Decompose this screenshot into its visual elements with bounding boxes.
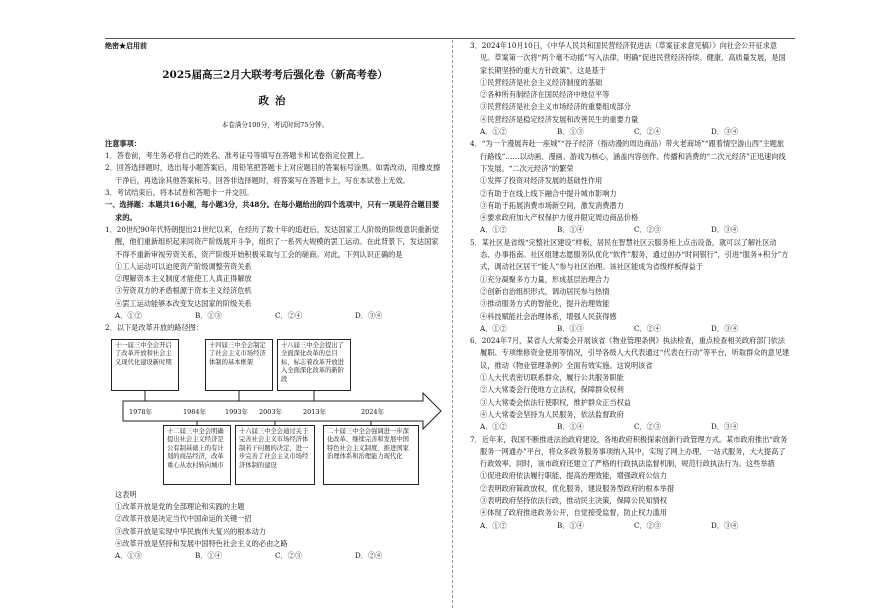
confidential-mark: 绝密★启用前 bbox=[105, 41, 147, 50]
q3-options bbox=[470, 126, 790, 138]
right-column bbox=[470, 40, 790, 532]
q1-choice: ④罢工运动能够本改变发达国家的阶级关系 bbox=[115, 298, 252, 308]
q4-options bbox=[470, 224, 790, 236]
option-b: B．①④ bbox=[557, 422, 584, 432]
q1-options bbox=[105, 310, 445, 322]
q6-choice: ④人大常委会坚持为人民服务，依法监督政府 bbox=[480, 409, 624, 419]
q3-choice: ②各种所有制经济在国民经济中地位平等 bbox=[480, 90, 610, 100]
option-d: D．③④ bbox=[711, 225, 739, 235]
q3-choice: ④民营经济是稳定经济发展和改善民生的重要力量 bbox=[480, 114, 639, 124]
note-item: 2．回答选择题时，选出每小题答案后，用铅笔把答题卡上对应题目的答案标号涂黑。如需改动，用橡皮擦干净后，再选涂其他答案标号。回答非选择题时，将答案写在答题卡上，写在本试卷上无效。 bbox=[105, 163, 441, 185]
q4-choice: ①发挥了投资对经济发展的基础性作用 bbox=[480, 176, 603, 186]
option-c: C．②③ bbox=[634, 225, 662, 235]
q7-options bbox=[470, 520, 790, 532]
q1-choice: ③劳资双方的矛盾根源于资本主义经济危机 bbox=[115, 286, 252, 296]
option-a: A．①② bbox=[480, 225, 507, 235]
timeline-box: 二十届三中全会强调进一步深化改革、继续完善和发展中国特色社会主义制度、推进国家治理体系和治理能力现代化 bbox=[323, 425, 419, 485]
timeline-box: 十一届三中全会开启了改革开放和社会主义现代化建设新时期 bbox=[111, 339, 179, 391]
q2-choice: ③改革开放是实现中华民族伟大复兴的根本动力 bbox=[115, 526, 266, 536]
option-b: B．①④ bbox=[557, 520, 584, 530]
q7-choice: ①促进政府依法履行职能，提高治理效能，增强政府公信力 bbox=[480, 471, 667, 481]
q2-stem: 2．以下是改革开放的路径图： bbox=[105, 323, 204, 333]
notes-heading: 注意事项： bbox=[105, 138, 141, 148]
option-d: D．②④ bbox=[355, 551, 383, 561]
q1-choice: ①工人运动可以迫使资产阶级调整劳资关系 bbox=[115, 261, 252, 271]
left-column bbox=[105, 40, 445, 562]
timeline-box: 十四届三中全会制定了社会主义市场经济体制的基本框架 bbox=[205, 339, 273, 391]
q4-choice: ②有助于在线上线下融合中提升城市影响力 bbox=[480, 188, 617, 198]
option-a: A．①② bbox=[480, 520, 507, 530]
reform-timeline bbox=[105, 337, 445, 487]
q2-options bbox=[105, 550, 445, 562]
year-label: 1993年 bbox=[225, 407, 249, 416]
year-label: 2024年 bbox=[361, 407, 385, 416]
option-b: B．①④ bbox=[195, 551, 222, 561]
q6-choice: ②人大常委会行使地方立法权，保障群众权利 bbox=[480, 385, 624, 395]
q5-choice: ①充分凝聚多方力量，形成基层治理合力 bbox=[480, 274, 610, 284]
option-a: A．①② bbox=[115, 311, 142, 321]
option-b: B．①③ bbox=[557, 127, 584, 137]
q7-choice: ②表明政府简政放权，优化服务，建设服务型政府的根本举措 bbox=[480, 483, 675, 493]
q7-choice: ③表明政府坚持依法行政，推动民主决策，保障公民知情权 bbox=[480, 495, 667, 505]
option-d: D．③④ bbox=[711, 422, 739, 432]
q6-choice: ③人大常委会依法行使职权，维护群众正当权益 bbox=[480, 397, 631, 407]
year-label: 2003年 bbox=[259, 407, 283, 416]
option-a: A．①② bbox=[480, 127, 507, 137]
option-c: C．②④ bbox=[634, 127, 662, 137]
option-d: D．③④ bbox=[711, 323, 739, 333]
q5-choice: ③推动服务方式的智能化，提升治理效能 bbox=[480, 299, 610, 309]
q7-choice: ④体现了政府推进政务公开，自觉接受监督，防止权力滥用 bbox=[480, 508, 667, 518]
column-divider bbox=[452, 40, 453, 608]
option-b: B．①③ bbox=[195, 311, 222, 321]
option-a: A．①③ bbox=[115, 551, 142, 561]
q7-stem: 7．近年来，我国不断推进法治政府建设，各地政府积极探索创新行政管理方式。某市政府推出“政务服务一网通办”平台，将众多政务服务事项纳入其中，实现了网上办理、一站式服务，大大提高了行政效率。同时，该市政府还建立了严格的行政执法监督机制，规范行政执法行为。这些举措 bbox=[470, 434, 788, 469]
option-c: C．②④ bbox=[275, 311, 303, 321]
section-heading: 一、选择题：本题共16小题，每小题3分，共48分。在每小题给出的四个选项中，只有一项是符合题目要求的。 bbox=[105, 200, 440, 222]
option-d: D．③④ bbox=[711, 127, 739, 137]
option-d: D．③④ bbox=[711, 520, 739, 530]
option-b: B．①③ bbox=[557, 323, 584, 333]
q2-lead: 这表明 bbox=[115, 489, 137, 499]
option-c: C．②③ bbox=[634, 520, 662, 530]
top-rule bbox=[105, 38, 795, 39]
note-item: 1．答卷前，考生务必将自己的姓名、准考证号等填写在答题卡和试卷指定位置上。 bbox=[105, 151, 369, 161]
q5-options bbox=[470, 323, 790, 335]
q3-stem: 3．2024年10月10日，《中华人民共和国民营经济促进法（草案征求意见稿）》向社会公开征求意见。草案第一次将“两个毫不动摇”写入法律，明确“促进民营经济持续、健康、高质量发展，是国家长期坚持的重大方针政策”。这是基于 bbox=[470, 41, 786, 75]
option-a: A．①② bbox=[480, 422, 507, 432]
q4-choice: ④要求政府加大产权保护力度并限定周边商品价格 bbox=[480, 213, 639, 223]
year-label: 2013年 bbox=[303, 407, 327, 416]
option-c: C．②③ bbox=[634, 422, 662, 432]
option-c: C．②③ bbox=[275, 551, 303, 561]
q4-stem: 4．“为一个漫展奔赴一座城”“谷子经济（指动漫的周边商品）带火老商场”“跟着情空游山西”主题旅行路线”……以动画、漫画、游戏为核心，涵盖内容创作、传播和消费的“二次元经济”正迅速向线下发展。“二次元经济”的繁荣 bbox=[470, 139, 786, 173]
q5-stem: 5．某社区是省级“完整社区建设”样板，居民在智慧社区云服务柜上点击设备，就可以了解社区动态、办事指南。社区组建志愿服务队优化“软件”服务，通过创办“时间银行”，引进“服务+积分”方式，调动社区居干“能人”参与社区治理。该社区能成为省级样板得益于 bbox=[470, 237, 789, 272]
q5-choice: ④科技赋能社会治理体系，增强人民获得感 bbox=[480, 311, 617, 321]
subject-title: 政治 bbox=[258, 94, 292, 107]
q2-choice: ②改革开放是决定当代中国命运的关键一招 bbox=[115, 514, 252, 524]
q3-choice: ③民营经济是社会主义市场经济的重要组成部分 bbox=[480, 102, 631, 112]
exam-title: 2025届高三2月大联考考后强化卷（新高考卷） bbox=[162, 69, 388, 82]
q3-choice: ①民营经济是社会主义经济制度的基础 bbox=[480, 77, 603, 87]
q6-options bbox=[470, 421, 790, 433]
option-c: C．②④ bbox=[634, 323, 662, 333]
timeline-box: 十二届三中全会明确提出社会主义经济是公有制基础上的有计划的商品经济，改革重心从农村转向城市 bbox=[163, 425, 231, 485]
q6-choice: ①人大代表密切联系群众，履行公共服务职能 bbox=[480, 373, 624, 383]
year-label: 1978年 bbox=[129, 407, 153, 416]
q2-choice: ①改革开放是党的全部理论和实践的主题 bbox=[115, 501, 245, 511]
q1-stem: 1．20世纪90年代特朗提出21世纪以来，在经历了数十年的追赶后，发达国家工人阶级的阶级意识重新觉醒，他们重新组织起来同资产阶级展开斗争，组织了一系列大规模的罢工运动。在此背景下，发达国家不得不重新审视劳资关系，资产阶级开始积极采取与工会的磋商。对此，下列认识正确的是 bbox=[105, 224, 439, 259]
option-b: B．①④ bbox=[557, 225, 584, 235]
option-d: D．③④ bbox=[355, 311, 383, 321]
q2-choice: ④改革开放是坚持和发展中国特色社会主义的必由之路 bbox=[115, 538, 288, 548]
q1-choice: ②理解资本主义制度才能使工人真正得解放 bbox=[115, 274, 252, 284]
timeline-box: 十六届三中全会通过关于完善社会主义市场经济体制若干问题的决定，进一步完善了社会主义市场经济体制的建设 bbox=[235, 425, 315, 485]
year-label: 1984年 bbox=[183, 407, 207, 416]
q4-choice: ③有助于拓展消费市场新空间，激发消费潜力 bbox=[480, 200, 624, 210]
score-note: 本卷满分100分，考试时间75分钟。 bbox=[221, 121, 329, 130]
option-a: A．①② bbox=[480, 323, 507, 333]
q6-stem: 6．2024年7月，某省人大常委会开展该省《物业管理条例》执法检查，重点检查相关政府部门依法履职、专项维修资金使用等情况，引导各级人大代表通过“代表在行动”等平台，听取群众的意见建议，推动《物业管理条例》全面有效实施。这说明该省 bbox=[470, 336, 790, 370]
note-item: 3．考试结束后，将本试卷和答题卡一并交回。 bbox=[105, 188, 254, 198]
timeline-box: 十八届三中全会提出了全面深化改革的总目标，标志着改革开放进入全面深化改革的新阶段 bbox=[277, 339, 351, 391]
q5-choice: ②创新自治组织形式，调动居民参与热情 bbox=[480, 286, 610, 296]
